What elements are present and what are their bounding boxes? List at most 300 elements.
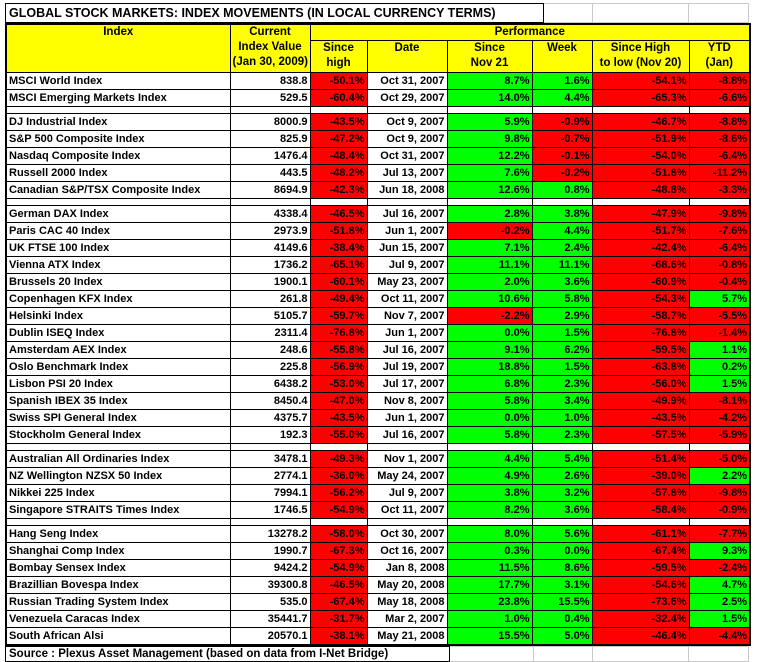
index-name-cell: Nasdaq Composite Index [6,148,230,165]
spacer-cell [532,107,592,114]
table-row [6,410,750,427]
date-cell: Oct 9, 2007 [367,114,447,131]
since-high-cell: -50.1% [310,73,367,90]
date-cell: Nov 1, 2007 [367,451,447,468]
table-row [6,114,750,131]
index-name-cell: MSCI World Index [6,73,230,90]
since-high-to-low-cell: -61.1% [592,526,689,543]
ytd-cell: -9.8% [689,206,750,223]
week-cell: 3.1% [532,577,592,594]
current-value-cell: 4149.6 [230,240,310,257]
week-cell: 3.6% [532,502,592,519]
table-row [6,291,750,308]
header-since-high-to-low-line2: to low (Nov 20) [599,57,682,69]
ytd-cell: -8.1% [689,393,750,410]
index-name-cell: Amsterdam AEX Index [6,342,230,359]
current-value-cell: 8694.9 [230,182,310,199]
ytd-cell: -5.0% [689,451,750,468]
since-high-to-low-cell: -57.5% [592,427,689,444]
week-cell: 3.8% [532,206,592,223]
week-cell: -0.9% [532,114,592,131]
header-since-high [310,41,367,73]
since-high-cell: -38.1% [310,628,367,645]
since-high-to-low-cell: -42.4% [592,240,689,257]
spacer-cell [592,199,689,206]
spacer-cell [6,444,230,451]
week-cell: 6.2% [532,342,592,359]
index-name-cell: Canadian S&P/TSX Composite Index [6,182,230,199]
table-row [6,577,750,594]
table-row [6,274,750,291]
date-cell: May 24, 2007 [367,468,447,485]
table-row [6,468,750,485]
date-cell: Oct 29, 2007 [367,90,447,107]
header-since-high-line2: high [326,57,351,69]
week-cell: 2.4% [532,240,592,257]
week-cell: 5.6% [532,526,592,543]
ytd-cell: -6.4% [689,240,750,257]
spacer-cell [447,444,532,451]
current-value-cell: 529.5 [230,90,310,107]
index-name-cell: DJ Industrial Index [6,114,230,131]
spacer-cell [310,444,367,451]
since-nov21-cell: 5.9% [447,114,532,131]
table-row [6,611,750,628]
table-row [6,325,750,342]
empty-grid-cell [593,3,689,23]
since-nov21-cell: 11.1% [447,257,532,274]
header-current-value [230,24,310,73]
week-cell: 2.3% [532,376,592,393]
since-high-to-low-cell: -56.0% [592,376,689,393]
spacer-cell [230,444,310,451]
index-name-cell: South African Alsi [6,628,230,645]
ytd-cell: 2.5% [689,594,750,611]
current-value-cell: 825.9 [230,131,310,148]
header-date: Date [367,41,447,73]
since-high-cell: -56.9% [310,359,367,376]
since-high-to-low-cell: -48.8% [592,182,689,199]
header-since-nov21-line2: Nov 21 [470,57,509,69]
ytd-cell: -3.3% [689,182,750,199]
spacer-cell [447,107,532,114]
ytd-cell: -6.6% [689,90,750,107]
spacer-cell [310,107,367,114]
empty-grid-cell [593,646,689,662]
week-cell: 4.4% [532,90,592,107]
header-performance: Performance [310,24,750,41]
since-high-cell: -65.1% [310,257,367,274]
since-high-to-low-cell: -76.8% [592,325,689,342]
ytd-cell: 1.5% [689,611,750,628]
since-nov21-cell: 2.0% [447,274,532,291]
date-cell: Jun 18, 2008 [367,182,447,199]
current-value-cell: 443.5 [230,165,310,182]
spacer-cell [310,199,367,206]
since-high-to-low-cell: -59.5% [592,560,689,577]
table-row [6,240,750,257]
empty-grid-cell [544,3,593,23]
current-value-cell: 8000.9 [230,114,310,131]
index-name-cell: UK FTSE 100 Index [6,240,230,257]
date-cell: May 20, 2008 [367,577,447,594]
current-value-cell: 248.6 [230,342,310,359]
table-row [6,342,750,359]
since-nov21-cell: 7.1% [447,240,532,257]
since-high-to-low-cell: -65.3% [592,90,689,107]
table-head [6,24,750,73]
since-high-to-low-cell: -73.6% [592,594,689,611]
since-high-to-low-cell: -67.4% [592,543,689,560]
table-row [6,543,750,560]
since-high-to-low-cell: -68.6% [592,257,689,274]
spacer-cell [592,107,689,114]
current-value-cell: 5105.7 [230,308,310,325]
date-cell: Jul 16, 2007 [367,342,447,359]
index-name-cell: Brazillian Bovespa Index [6,577,230,594]
since-nov21-cell: 3.8% [447,485,532,502]
since-nov21-cell: 5.8% [447,427,532,444]
current-value-cell: 1990.7 [230,543,310,560]
date-cell: May 18, 2008 [367,594,447,611]
since-high-cell: -43.5% [310,410,367,427]
since-nov21-cell: 17.7% [447,577,532,594]
table-row [6,526,750,543]
current-value-cell: 13278.2 [230,526,310,543]
date-cell: Jul 19, 2007 [367,359,447,376]
date-cell: Nov 7, 2007 [367,308,447,325]
week-cell: 2.9% [532,308,592,325]
table-row [6,451,750,468]
since-high-cell: -76.8% [310,325,367,342]
index-name-cell: S&P 500 Composite Index [6,131,230,148]
source-note: Source : Plexus Asset Management (based on data from I-Net Bridge) [5,646,450,662]
header-row-top [6,24,750,41]
since-nov21-cell: 6.8% [447,376,532,393]
date-cell: Jul 9, 2007 [367,257,447,274]
date-cell: Jul 9, 2007 [367,485,447,502]
index-name-cell: Australian All Ordinaries Index [6,451,230,468]
since-high-to-low-cell: -63.8% [592,359,689,376]
week-cell: 0.8% [532,182,592,199]
since-high-to-low-cell: -54.6% [592,577,689,594]
spacer-row [6,107,750,114]
since-high-cell: -31.7% [310,611,367,628]
week-cell: 1.0% [532,410,592,427]
table-row [6,257,750,274]
since-high-cell: -54.9% [310,560,367,577]
header-since-high-line1: Since [323,42,354,54]
since-high-to-low-cell: -59.5% [592,342,689,359]
week-cell: -0.2% [532,165,592,182]
header-ytd-line2: (Jan) [705,57,734,69]
index-name-cell: Russian Trading System Index [6,594,230,611]
table-row [6,308,750,325]
current-value-cell: 2311.4 [230,325,310,342]
since-high-cell: -56.2% [310,485,367,502]
since-high-to-low-cell: -32.4% [592,611,689,628]
spacer-cell [367,519,447,526]
since-high-to-low-cell: -46.7% [592,114,689,131]
header-since-nov21-line1: Since [474,42,505,54]
current-value-cell: 1736.2 [230,257,310,274]
week-cell: 5.0% [532,628,592,645]
since-high-cell: -67.4% [310,594,367,611]
table-row [6,223,750,240]
week-cell: -0.1% [532,148,592,165]
since-high-cell: -46.5% [310,206,367,223]
since-high-to-low-cell: -47.9% [592,206,689,223]
current-value-cell: 6438.2 [230,376,310,393]
current-value-cell: 4338.4 [230,206,310,223]
current-value-cell: 20570.1 [230,628,310,645]
week-cell: 0.4% [532,611,592,628]
since-high-cell: -67.3% [310,543,367,560]
since-high-to-low-cell: -43.5% [592,410,689,427]
since-high-cell: -43.5% [310,114,367,131]
header-since-high-to-low-line1: Since High [610,42,671,54]
date-cell: Oct 11, 2007 [367,291,447,308]
spacer-cell [447,519,532,526]
date-cell: Oct 30, 2007 [367,526,447,543]
date-cell: Nov 8, 2007 [367,393,447,410]
header-current-line2: Index Value [238,41,302,53]
current-value-cell: 1900.1 [230,274,310,291]
date-cell: Jun 15, 2007 [367,240,447,257]
since-nov21-cell: 9.8% [447,131,532,148]
index-name-cell: Hang Seng Index [6,526,230,543]
since-high-cell: -38.4% [310,240,367,257]
ytd-cell: -11.2% [689,165,750,182]
current-value-cell: 225.8 [230,359,310,376]
index-name-cell: German DAX Index [6,206,230,223]
since-nov21-cell: 8.7% [447,73,532,90]
date-cell: Oct 16, 2007 [367,543,447,560]
since-nov21-cell: 23.8% [447,594,532,611]
since-nov21-cell: 18.8% [447,359,532,376]
current-value-cell: 535.0 [230,594,310,611]
since-high-cell: -60.1% [310,274,367,291]
table-row [6,131,750,148]
ytd-cell: -0.9% [689,502,750,519]
since-high-cell: -49.3% [310,451,367,468]
spacer-cell [230,107,310,114]
date-cell: Jul 16, 2007 [367,206,447,223]
date-cell: Mar 2, 2007 [367,611,447,628]
week-cell: 3.4% [532,393,592,410]
table-row [6,73,750,90]
ytd-cell: -7.6% [689,223,750,240]
current-value-cell: 8450.4 [230,393,310,410]
table-row [6,427,750,444]
ytd-cell: -1.4% [689,325,750,342]
since-nov21-cell: 5.8% [447,393,532,410]
spacer-cell [689,519,750,526]
spacer-cell [367,199,447,206]
index-name-cell: MSCI Emerging Markets Index [6,90,230,107]
since-high-cell: -46.5% [310,577,367,594]
table-row [6,502,750,519]
header-current-line1: Current [249,26,291,38]
spacer-cell [230,199,310,206]
since-high-cell: -49.4% [310,291,367,308]
header-ytd-line1: YTD [707,42,731,54]
since-nov21-cell: 8.0% [447,526,532,543]
since-high-to-low-cell: -54.3% [592,291,689,308]
index-name-cell: Vienna ATX Index [6,257,230,274]
header-index: Index [6,24,230,73]
since-high-cell: -55.8% [310,342,367,359]
since-nov21-cell: 4.9% [447,468,532,485]
since-nov21-cell: 0.0% [447,325,532,342]
spacer-cell [6,199,230,206]
week-cell: 2.6% [532,468,592,485]
ytd-cell: -0.4% [689,274,750,291]
since-high-cell: -48.4% [310,148,367,165]
date-cell: Jul 17, 2007 [367,376,447,393]
current-value-cell: 1746.5 [230,502,310,519]
since-high-to-low-cell: -60.9% [592,274,689,291]
current-value-cell: 3478.1 [230,451,310,468]
since-high-cell: -36.0% [310,468,367,485]
since-nov21-cell: 15.5% [447,628,532,645]
index-name-cell: Bombay Sensex Index [6,560,230,577]
since-nov21-cell: 4.4% [447,451,532,468]
since-high-cell: -53.0% [310,376,367,393]
since-high-to-low-cell: -51.7% [592,223,689,240]
table-row [6,90,750,107]
week-cell: 5.8% [532,291,592,308]
index-name-cell: Stockholm General Index [6,427,230,444]
index-name-cell: Copenhagen KFX Index [6,291,230,308]
current-value-cell: 192.3 [230,427,310,444]
source-row [5,646,757,662]
ytd-cell: 2.2% [689,468,750,485]
since-high-to-low-cell: -39.0% [592,468,689,485]
since-high-cell: -47.2% [310,131,367,148]
table-body [6,73,750,645]
current-value-cell: 838.8 [230,73,310,90]
ytd-cell: 1.1% [689,342,750,359]
week-cell: 2.3% [532,427,592,444]
week-cell: 3.6% [532,274,592,291]
header-current-line3: (Jan 30, 2009) [232,56,308,68]
ytd-cell: -0.8% [689,257,750,274]
empty-grid-cell [450,646,534,662]
spacer-cell [367,444,447,451]
table-row [6,376,750,393]
since-high-cell: -54.9% [310,502,367,519]
since-high-to-low-cell: -57.8% [592,485,689,502]
spacer-cell [689,199,750,206]
index-name-cell: Helsinki Index [6,308,230,325]
ytd-cell: 0.2% [689,359,750,376]
index-name-cell: Dublin ISEQ Index [6,325,230,342]
since-nov21-cell: 14.0% [447,90,532,107]
since-high-cell: -48.2% [310,165,367,182]
since-high-to-low-cell: -51.4% [592,451,689,468]
ytd-cell: -7.7% [689,526,750,543]
table-row [6,628,750,645]
since-high-cell: -55.0% [310,427,367,444]
date-cell: Jun 1, 2007 [367,325,447,342]
spacer-cell [532,444,592,451]
since-nov21-cell: 11.5% [447,560,532,577]
ytd-cell: 5.7% [689,291,750,308]
index-name-cell: NZ Wellington NZSX 50 Index [6,468,230,485]
spacer-cell [592,444,689,451]
header-since-nov21 [447,41,532,73]
table-row [6,359,750,376]
index-name-cell: Spanish IBEX 35 Index [6,393,230,410]
ytd-cell: 9.3% [689,543,750,560]
since-high-to-low-cell: -49.9% [592,393,689,410]
spacer-cell [230,519,310,526]
date-cell: May 23, 2007 [367,274,447,291]
since-nov21-cell: 0.3% [447,543,532,560]
ytd-cell: -8.8% [689,73,750,90]
current-value-cell: 2774.1 [230,468,310,485]
date-cell: Jun 1, 2007 [367,410,447,427]
header-ytd [689,41,750,73]
spacer-cell [592,519,689,526]
since-nov21-cell: 1.0% [447,611,532,628]
week-cell: 3.2% [532,485,592,502]
ytd-cell: 1.5% [689,376,750,393]
since-high-to-low-cell: -51.8% [592,165,689,182]
current-value-cell: 1476.4 [230,148,310,165]
date-cell: Oct 31, 2007 [367,73,447,90]
spacer-row [6,199,750,206]
index-name-cell: Paris CAC 40 Index [6,223,230,240]
table-row [6,182,750,199]
since-nov21-cell: 10.6% [447,291,532,308]
since-high-to-low-cell: -54.1% [592,73,689,90]
index-name-cell: Shanghai Comp Index [6,543,230,560]
current-value-cell: 35441.7 [230,611,310,628]
date-cell: May 21, 2008 [367,628,447,645]
current-value-cell: 39300.8 [230,577,310,594]
date-cell: Jun 1, 2007 [367,223,447,240]
week-cell: -0.7% [532,131,592,148]
spacer-cell [689,107,750,114]
since-nov21-cell: 9.1% [447,342,532,359]
index-movements-table [5,23,751,646]
since-high-cell: -42.3% [310,182,367,199]
date-cell: Oct 9, 2007 [367,131,447,148]
since-high-cell: -59.7% [310,308,367,325]
index-name-cell: Venezuela Caracas Index [6,611,230,628]
header-since-high-to-low [592,41,689,73]
ytd-cell: -6.4% [689,148,750,165]
index-name-cell: Nikkei 225 Index [6,485,230,502]
spacer-row [6,444,750,451]
header-week: Week [532,41,592,73]
date-cell: Jan 8, 2008 [367,560,447,577]
week-cell: 11.1% [532,257,592,274]
ytd-cell: -2.4% [689,560,750,577]
spacer-cell [310,519,367,526]
date-cell: Oct 11, 2007 [367,502,447,519]
week-cell: 1.5% [532,359,592,376]
since-high-to-low-cell: -51.9% [592,131,689,148]
ytd-cell: -5.9% [689,427,750,444]
ytd-cell: -4.4% [689,628,750,645]
empty-grid-cell [689,3,749,23]
table-row [6,393,750,410]
week-cell: 4.4% [532,223,592,240]
spacer-cell [689,444,750,451]
